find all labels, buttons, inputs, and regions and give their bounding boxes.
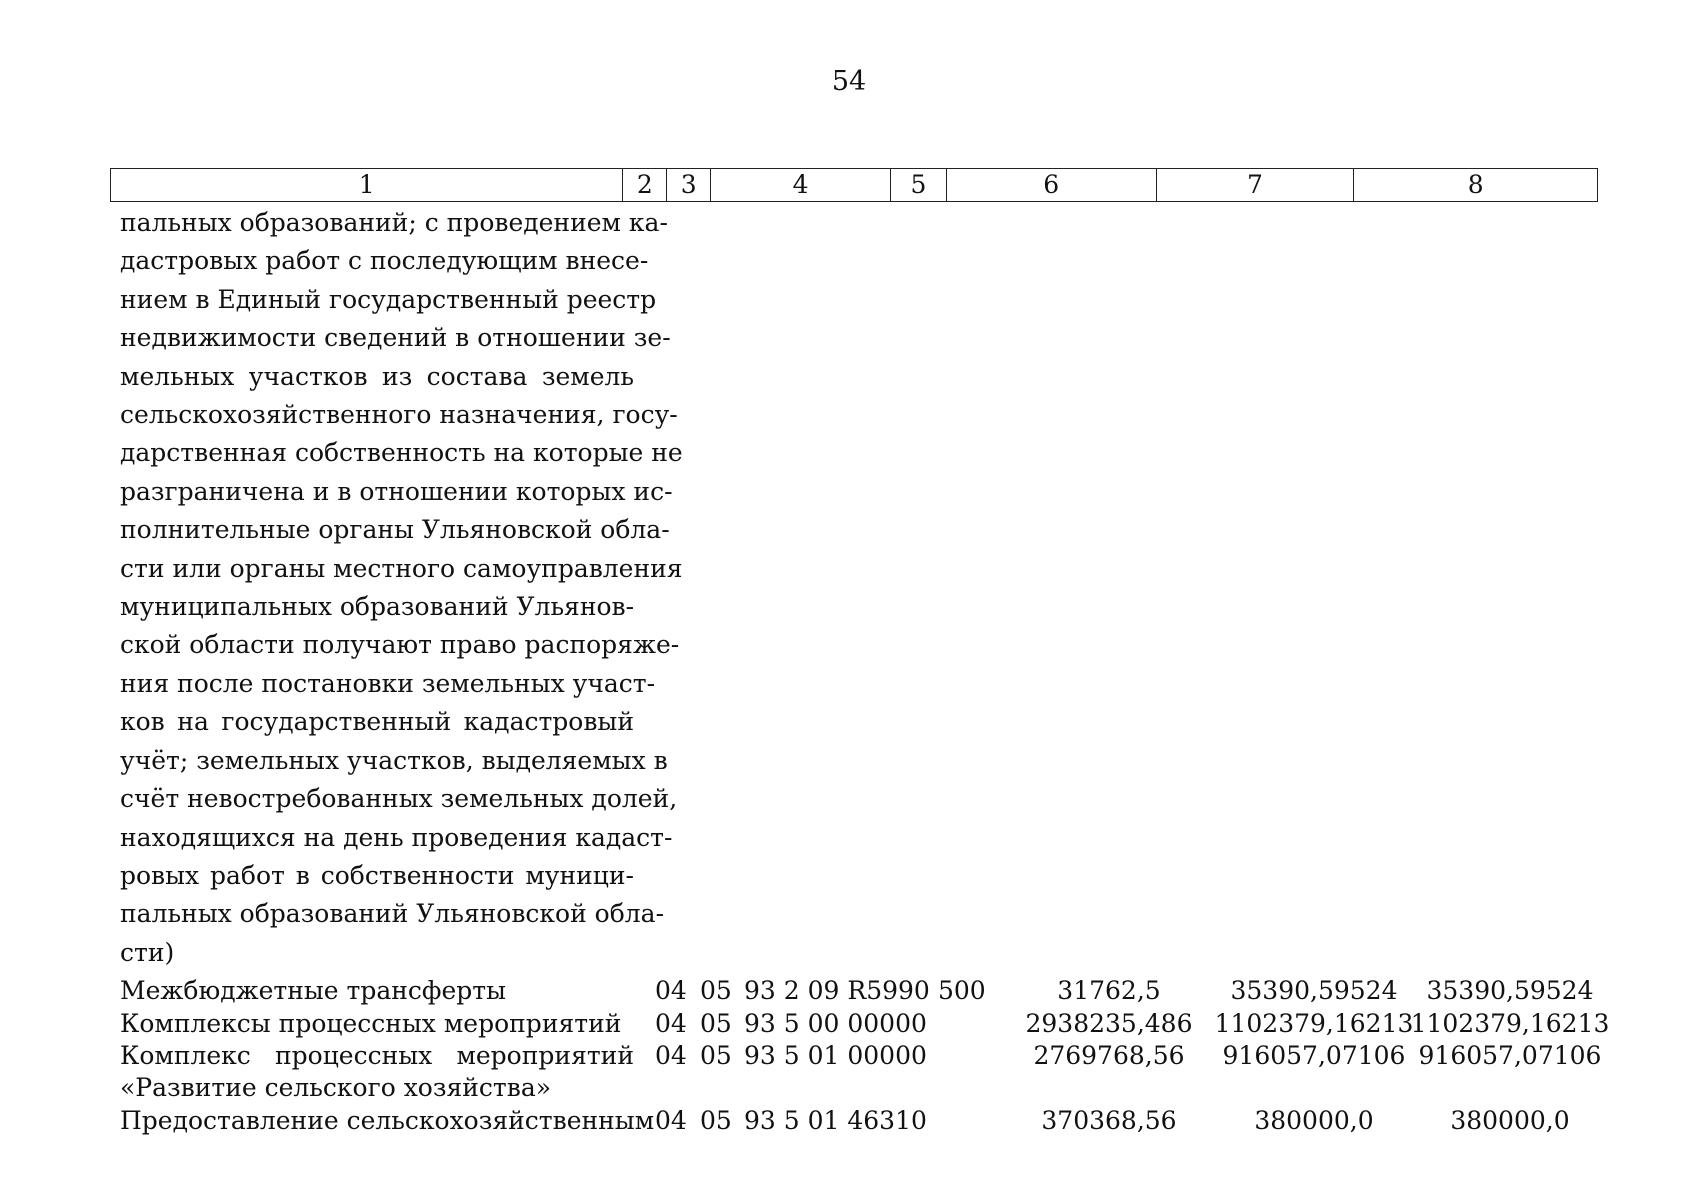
description-line: пальных образований Ульяновской обла- [120,899,665,929]
row-value-col7: 35390,59524 [1230,976,1398,1005]
header-col-1: 1 [358,170,375,199]
row-value-col6: 31762,5 [1057,976,1161,1005]
row-name [120,1040,634,1104]
description-line: пальных образований; с проведением ка- [120,208,668,237]
row-name-line: Комплекс процессных мероприятий [120,1041,634,1070]
row-expense-type: 500 [938,976,986,1005]
row-value-col8: 380000,0 [1450,1106,1570,1135]
header-col-6: 6 [946,169,1156,201]
page-number: 54 [831,66,867,97]
row-podrazdel: 05 [700,976,732,1005]
description-line: ния после постановки земельных участ- [120,668,656,698]
row-value-col7: 380000,0 [1254,1106,1374,1135]
description-line: разграничена и в отношении которых ис- [120,476,673,506]
row-value-col6: 2938235,486 [1025,1009,1193,1038]
row-podrazdel: 05 [700,1041,732,1070]
description-line: дастровых работ с последующим внесе- [120,246,649,276]
header-col-5: 5 [890,169,946,201]
row-value-col8: 35390,59524 [1426,976,1594,1005]
description-line: находящихся на день проведения кадаст- [120,822,673,852]
description-line: сти) [120,937,175,967]
row-podrazdel: 05 [700,1106,732,1135]
row-value-col6: 370368,56 [1041,1106,1177,1135]
description-line: нием в Единый государственный реестр [120,284,657,314]
description-line: счёт невостребованных земельных долей, [120,784,678,814]
row-target-article: 93 5 01 00000 [744,1041,927,1070]
row-target-article: 93 5 01 46310 [744,1106,927,1135]
description-line: сельскохозяйственного назначения, госу- [120,400,678,430]
header-col-8: 8 [1353,169,1597,201]
description-line: ской области получают право распоряже- [120,630,680,660]
row-podrazdel: 05 [700,1009,732,1038]
description-line: полнительные органы Ульяновской обла- [120,515,670,545]
row-name [120,1105,655,1137]
description-line: мельных участков из состава земель [120,361,634,391]
header-col-4: 4 [710,169,890,201]
description-line: дарственная собственность на которые не [120,438,683,468]
description-text [120,204,683,972]
row-target-article: 93 2 09 R5990 [744,976,930,1005]
row-value-col8: 916057,07106 [1418,1041,1602,1070]
row-value-col7: 1102379,16213 [1214,1009,1414,1038]
row-value-col8: 1102379,16213 [1410,1009,1610,1038]
row-name [120,1008,634,1040]
row-value-col7: 916057,07106 [1222,1041,1406,1070]
header-col-7: 7 [1156,169,1354,201]
row-razdel: 04 [655,1009,687,1038]
row-razdel: 04 [655,1106,687,1135]
row-name [120,975,634,1007]
row-target-article: 93 5 00 00000 [744,1009,927,1038]
description-line: сти или органы местного самоуправления [120,553,683,583]
table-header [110,168,1598,202]
row-name-line: Межбюджетные трансферты [120,976,507,1005]
row-name-line: Предоставление сельскохозяйственным [120,1106,655,1135]
description-line: недвижимости сведений в отношении зе- [120,323,671,353]
row-value-col6: 2769768,56 [1033,1041,1185,1070]
row-razdel: 04 [655,976,687,1005]
row-razdel: 04 [655,1041,687,1070]
header-col-3: 3 [666,169,710,201]
description-line: муниципальных образований Ульянов- [120,592,635,622]
description-line: ков на государственный кадастровый [120,707,634,737]
description-line: учёт; земельных участков, выделяемых в [120,745,668,775]
header-col-2: 2 [622,169,666,201]
description-line: ровых работ в собственности муници- [120,860,634,890]
row-name-line: Комплексы процессных мероприятий [120,1009,622,1038]
row-name-line: «Развитие сельского хозяйства» [120,1073,552,1102]
